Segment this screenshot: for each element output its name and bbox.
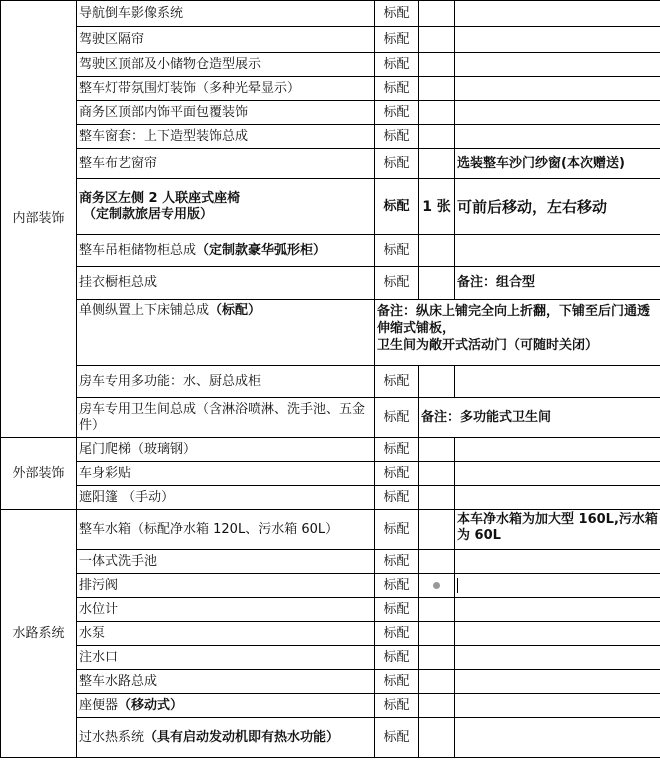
- table-row: [1, 267, 660, 300]
- table-row: [1, 694, 660, 718]
- category-exterior: 外部装饰: [1, 438, 77, 510]
- category-water: 水路系统: [1, 510, 77, 758]
- std-cell: 标配: [375, 550, 419, 574]
- note-cell: [455, 1, 660, 27]
- qty-cell: [419, 646, 455, 670]
- note-cell: [455, 235, 660, 267]
- std-cell: 标配: [375, 1, 419, 27]
- note-cell: 本车净水箱为加大型 160L,污水箱为 60L: [455, 510, 660, 550]
- item-cell: 排污阀: [77, 574, 375, 598]
- note-cell: [455, 718, 660, 758]
- note-cell: [455, 670, 660, 694]
- std-cell: 标配: [375, 486, 419, 510]
- std-cell: 标配: [375, 53, 419, 77]
- item-cell: 商务区顶部内饰平面包覆装饰: [77, 101, 375, 125]
- table-row: [1, 718, 660, 758]
- qty-cell: [419, 718, 455, 758]
- std-cell: 标配: [375, 366, 419, 398]
- item-cell: 水泵: [77, 622, 375, 646]
- item-text: 单侧纵置上下床铺总成: [79, 303, 210, 318]
- item-cell: 车身彩贴: [77, 462, 375, 486]
- std-cell: 标配: [375, 718, 419, 758]
- std-cell: 标配: [375, 179, 419, 235]
- item-cell: 整车水路总成: [77, 670, 375, 694]
- item-cell: 整车灯带氛围灯装饰（多种光晕显示）: [77, 77, 375, 101]
- note-cell: [455, 550, 660, 574]
- table-row: [1, 179, 660, 235]
- std-cell: 标配: [375, 398, 419, 438]
- std-cell: 标配: [375, 267, 419, 300]
- std-cell: 标配: [375, 598, 419, 622]
- item-cell: 整车水箱（标配净水箱 120L、污水箱 60L）: [77, 510, 375, 550]
- table-row: [1, 53, 660, 77]
- item-cell: [77, 718, 375, 758]
- qty-cell: [419, 622, 455, 646]
- item-cell: 尾门爬梯（玻璃钢）: [77, 438, 375, 462]
- item-cell: 整车布艺窗帘: [77, 149, 375, 179]
- note-cell[interactable]: [455, 574, 660, 598]
- table-row: [1, 510, 660, 550]
- item-cell: [77, 235, 375, 267]
- note-cell: [455, 101, 660, 125]
- qty-cell: [419, 510, 455, 550]
- qty-cell: [419, 670, 455, 694]
- circle-icon: [433, 582, 440, 589]
- note-cell: [455, 366, 660, 398]
- note-cell: [455, 462, 660, 486]
- std-cell: 标配: [375, 235, 419, 267]
- item-cell: 房车专用卫生间总成（含淋浴喷淋、洗手池、五金件）: [77, 398, 375, 438]
- qty-cell: [419, 267, 455, 300]
- std-cell: 标配: [375, 462, 419, 486]
- qty-cell: [419, 101, 455, 125]
- qty-cell: [419, 550, 455, 574]
- category-interior: 内部装饰: [1, 1, 77, 438]
- table-row: [1, 77, 660, 101]
- note-cell: 备注：多功能式卫生间: [419, 398, 660, 438]
- item-cell: 整车窗套：上下造型装饰总成: [77, 125, 375, 149]
- qty-cell: [419, 438, 455, 462]
- qty-cell: [419, 27, 455, 53]
- table-row: [1, 598, 660, 622]
- item-cell: [77, 300, 375, 366]
- qty-cell: [419, 486, 455, 510]
- qty-cell: [419, 574, 455, 598]
- std-cell: 标配: [375, 694, 419, 718]
- note-cell: [455, 486, 660, 510]
- item-bold-text: （具有启动发动机即有热水功能）: [144, 729, 340, 745]
- item-bold-text: （移动式）: [118, 697, 184, 713]
- table-row: [1, 1, 660, 27]
- note-cell: [455, 77, 660, 101]
- note-cell: [455, 694, 660, 718]
- std-cell: 标配: [375, 646, 419, 670]
- note-cell: [455, 27, 660, 53]
- note-cell: [455, 53, 660, 77]
- item-cell: 挂衣橱柜总成: [77, 267, 375, 300]
- note-cell: [455, 598, 660, 622]
- table-row: [1, 574, 660, 598]
- note-cell: [455, 622, 660, 646]
- table-row: [1, 235, 660, 267]
- std-cell: 标配: [375, 510, 419, 550]
- qty-cell: [419, 235, 455, 267]
- note-cell: [455, 646, 660, 670]
- table-row: [1, 27, 660, 53]
- note-cell: [455, 125, 660, 149]
- item-bold-text: （标配）: [209, 303, 262, 318]
- table-row: [1, 398, 660, 438]
- item-cell: 导航倒车影像系统: [77, 1, 375, 27]
- qty-cell: [419, 366, 455, 398]
- std-cell: 标配: [375, 438, 419, 462]
- table-row: [1, 366, 660, 398]
- table-row: [1, 550, 660, 574]
- table-row: [1, 438, 660, 462]
- qty-cell: [419, 462, 455, 486]
- item-line: （定制款旅居专用版）: [83, 206, 214, 222]
- note-cell: 备注：纵床上铺完全向上折翻，下铺至后门通透伸缩式铺板， 卫生间为敞开式活动门（可随时关闭）: [375, 300, 660, 366]
- qty-cell: [419, 1, 455, 27]
- table-row: [1, 300, 660, 366]
- item-cell: 水位计: [77, 598, 375, 622]
- table-row: [1, 670, 660, 694]
- item-cell: 注水口: [77, 646, 375, 670]
- qty-cell: [419, 149, 455, 179]
- item-cell: 遮阳篷 （手动）: [77, 486, 375, 510]
- table-row: [1, 462, 660, 486]
- table-row: [1, 125, 660, 149]
- std-cell: 标配: [375, 77, 419, 101]
- item-text: 座便器: [79, 697, 119, 713]
- note-cell: 可前后移动，左右移动: [455, 179, 660, 235]
- table-row: [1, 101, 660, 125]
- item-text: 过水热系统: [79, 729, 145, 745]
- std-cell: 标配: [375, 101, 419, 125]
- std-cell: 标配: [375, 622, 419, 646]
- qty-cell: [419, 125, 455, 149]
- item-cell: 一体式洗手池: [77, 550, 375, 574]
- qty-cell: [419, 598, 455, 622]
- item-line: 商务区左侧 2 人联座式座椅: [79, 190, 241, 206]
- item-text: 整车吊柜储物柜总成: [79, 242, 197, 258]
- text-cursor-icon: [457, 578, 458, 593]
- std-cell: 标配: [375, 125, 419, 149]
- qty-cell: [419, 77, 455, 101]
- std-cell: 标配: [375, 149, 419, 179]
- item-cell: 驾驶区隔帘: [77, 27, 375, 53]
- item-bold-text: （定制款豪华弧形柜）: [196, 242, 327, 258]
- note-cell: 备注：组合型: [455, 267, 660, 300]
- item-cell: [77, 694, 375, 718]
- table-row: [1, 646, 660, 670]
- std-cell: 标配: [375, 574, 419, 598]
- std-cell: 标配: [375, 27, 419, 53]
- item-cell: [77, 179, 375, 235]
- std-cell: 标配: [375, 670, 419, 694]
- qty-cell: [419, 694, 455, 718]
- table-row: [1, 622, 660, 646]
- note-cell: 选装整车沙门纱窗(本次赠送): [455, 149, 660, 179]
- item-cell: 驾驶区顶部及小储物仓造型展示: [77, 53, 375, 77]
- qty-cell: [419, 53, 455, 77]
- item-cell: 房车专用多功能：水、厨总成柜: [77, 366, 375, 398]
- table-row: [1, 149, 660, 179]
- note-cell: [455, 438, 660, 462]
- table-row: [1, 486, 660, 510]
- qty-cell: 1 张: [419, 179, 455, 235]
